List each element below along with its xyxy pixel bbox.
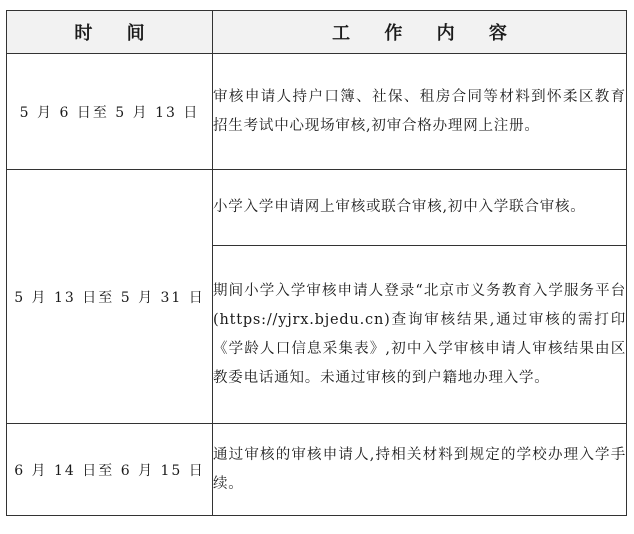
table-row — [7, 170, 627, 246]
header-time-label: 时 间 — [74, 23, 159, 44]
header-time — [7, 11, 213, 54]
work-cell: 期间小学入学审核申请人登录“北京市义务教育入学服务平台(https://yjrx.bjedu.cn)查询审核结果,通过审核的需打印《学龄人口信息采集表》,初中入学审核申请人审核结果由区教委电话通知。未通过审核的到户籍地办理入学。 — [213, 246, 627, 424]
table-row — [7, 424, 627, 516]
time-cell: 5 月 6 日至 5 月 13 日 — [7, 54, 213, 170]
work-cell: 通过审核的审核申请人,持相关材料到规定的学校办理入学手续。 — [213, 424, 627, 516]
work-cell: 小学入学申请网上审核或联合审核,初中入学联合审核。 — [213, 170, 627, 246]
header-work-label: 工 作 内 容 — [332, 23, 521, 44]
table-header-row — [7, 11, 627, 54]
time-cell: 5 月 13 日至 5 月 31 日 — [7, 170, 213, 424]
header-work — [213, 11, 627, 54]
table-row — [7, 54, 627, 170]
time-cell: 6 月 14 日至 6 月 15 日 — [7, 424, 213, 516]
work-cell: 审核申请人持户口簿、社保、租房合同等材料到怀柔区教育招生考试中心现场审核,初审合格办理网上注册。 — [213, 54, 627, 170]
enrollment-schedule-table — [6, 10, 627, 516]
